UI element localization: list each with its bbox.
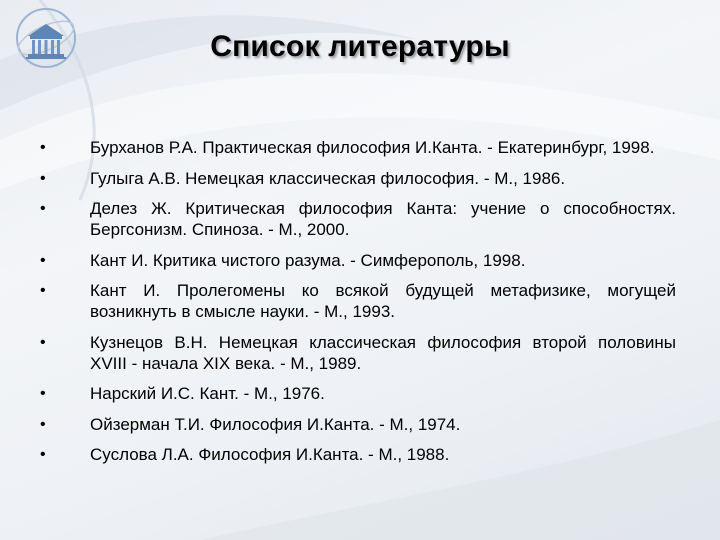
list-item xyxy=(40,250,676,271)
bullet-icon: • xyxy=(40,415,46,433)
bullet-icon: • xyxy=(40,251,46,269)
list-item-text: Кант И. Критика чистого разума. - Симферополь, 1998. xyxy=(90,250,526,270)
list-item xyxy=(40,332,676,374)
list-item-text: Бурханов Р.А. Практическая философия И.Канта. - Екатеринбург, 1998. xyxy=(90,138,655,157)
list-item-text: Ойзерман Т.И. Философия И.Канта. - М., 1974. xyxy=(90,414,461,434)
bullet-icon: • xyxy=(40,169,46,187)
list-item-text: Делез Ж. Критическая философия Канта: учение о способностях. Бергсонизм. Спиноза. - М., 2000. xyxy=(90,199,676,239)
list-item xyxy=(40,280,676,322)
slide-title: Список литературы xyxy=(210,30,510,63)
bibliography-list xyxy=(40,137,676,475)
list-item-text: Суслова Л.А. Философия И.Канта. - М., 1988. xyxy=(90,445,450,464)
list-item-text: Гулыга А.В. Немецкая классическая философия. - М., 1986. xyxy=(90,168,566,188)
list-item xyxy=(40,444,676,465)
list-item-text: Кант И. Пролегомены ко всякой будущей метафизике, могущей возникнуть в смысле науки. - М., 1993. xyxy=(90,281,676,321)
bullet-icon: • xyxy=(40,446,46,463)
list-item xyxy=(40,414,676,435)
list-item xyxy=(40,198,676,240)
list-item xyxy=(40,383,676,404)
bullet-icon: • xyxy=(40,385,46,402)
bullet-icon: • xyxy=(40,139,46,156)
bullet-icon: • xyxy=(40,333,46,351)
bullet-icon: • xyxy=(40,282,46,299)
list-item xyxy=(40,137,676,158)
bullet-icon: • xyxy=(40,200,46,217)
list-item xyxy=(40,168,676,189)
list-item-text: Кузнецов В.Н. Немецкая классическая философия второй половины XVIII - начала XIX века. - М., 1989. xyxy=(90,332,676,373)
list-item-text: Нарский И.С. Кант. - М., 1976. xyxy=(90,384,325,403)
